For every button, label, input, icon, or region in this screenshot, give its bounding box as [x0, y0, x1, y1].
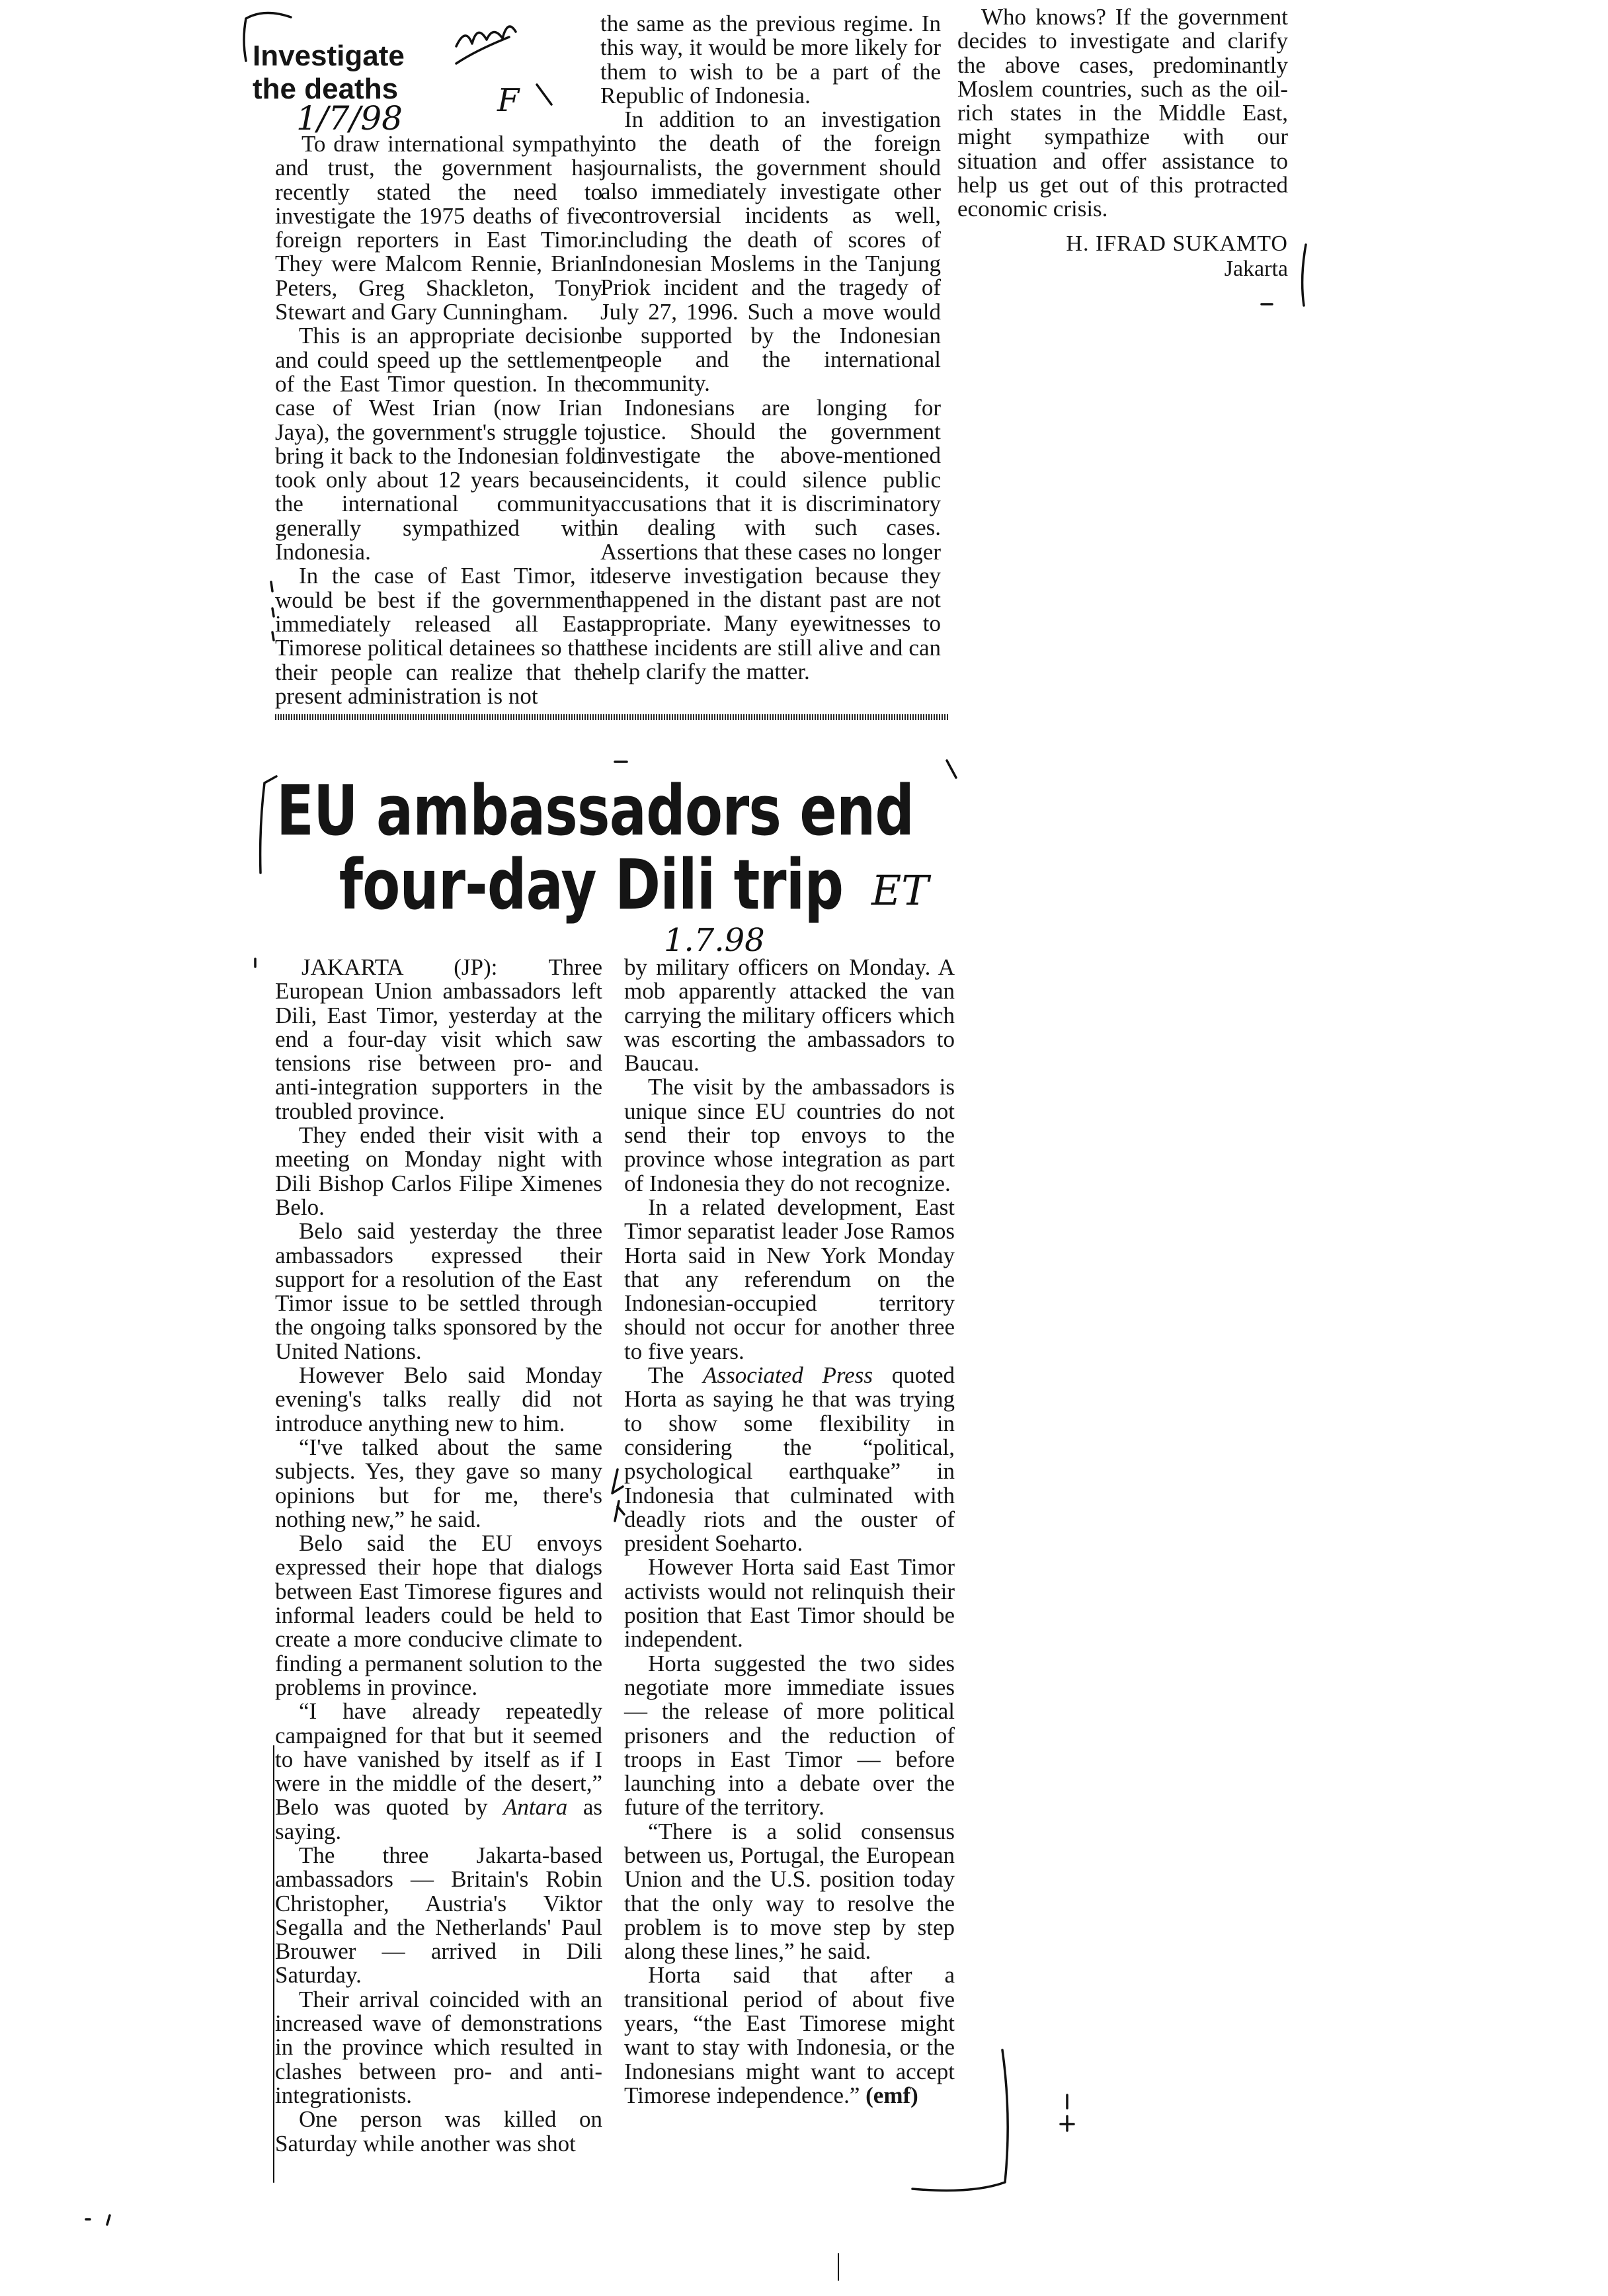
article-paragraph-8: The three Jakarta-based ambassadors — Britain's Robin Christopher, Austria's Viktor Segalla and the Netherlands' Paul Brouwer — arrived in Dili Saturday.	[275, 1842, 602, 1988]
article-paragraph-17: Horta said that after a transitional period of about five years, “the East Timorese might want to stay with Indonesia, or the Indonesians might want to accept Timorese independence.” (emf)	[624, 1962, 955, 2108]
title-bracket-mark	[244, 13, 291, 61]
article-paragraph-2: They ended their visit with a meeting on Monday night with Dili Bishop Carlos Filipe Ximenes Belo.	[275, 1122, 602, 1220]
signature-margin-mark	[1303, 245, 1306, 306]
headline-line-2: four-day Dili trip	[339, 844, 844, 925]
article-paragraph-9: Their arrival coincided with an increased wave of demonstrations in the province which resulted in clashes between pro- and anti-integrationists.	[275, 1986, 602, 2108]
article-initials-annotation: ET	[871, 866, 929, 915]
article-paragraph-14: However Horta said East Timor activists would not relinquish their position that East Timor should be independent.	[624, 1554, 955, 1653]
article-paragraph-12: In a related development, East Timor separatist leader Jose Ramos Horta said in New York Monday that any referendum on the Indonesian-occupied territory should not occur for another three to five years.	[624, 1194, 955, 1364]
headline-line-1: EU ambassadors end	[276, 770, 914, 851]
letter-initials-tick	[537, 85, 551, 104]
letter-paragraph-4: In addition to an investigation into the death of the foreign journalists, the government should also immediately investigate other controversial incidents as well, including the death of scores of Indonesian Moslems in the Tanjung Priok incident and the tragedy of July 27, 1996. Such a move would be supported by the Indonesian people and the international community.	[600, 106, 941, 397]
letter-author: H. IFRAD SUKAMTO	[1066, 231, 1288, 256]
letter-paragraph-3a: In the case of East Timor, it would be best if the government immediately released all East Timorese political detainees so that their people can realize that the present administration is not	[275, 563, 602, 709]
article-paragraph-13: The Associated Press quoted Horta as saying he that was trying to show some flexibility in considering the “political, psychological earthquake” in Indonesia that culminated with deadly riots and the ouster of president Soeharto.	[624, 1362, 955, 1557]
bottom-stray-marks	[86, 2215, 110, 2225]
article-paragraph-7: “I have already repeatedly campaigned for that but it seemed to have vanished by itself as if I were in the middle of the desert,” Belo was quoted by Antara as saying.	[275, 1698, 602, 1844]
article-paragraph-5: “I've talked about the same subjects. Yes, they gave so many opinions but for me, there's nothing new,” he said.	[275, 1434, 602, 1532]
letter-paragraph-1: To draw international sympathy and trust, the government has recently stated the need to investigate the 1975 deaths of five foreign reporters in East Timor. They were Malcom Rennie, Brian Peters, Greg Shackleton, Tony Stewart and Gary Cunningham.	[275, 131, 602, 325]
article-paragraph-11: The visit by the ambassadors is unique since EU countries do not send their top envoys to the province whose integration as part of Indonesia they do not recognize.	[624, 1074, 955, 1196]
article-end-bracket	[912, 2050, 1008, 2190]
article-paragraph-15: Horta suggested the two sides negotiate more immediate issues — the release of more political prisoners and the reduction of troops in East Timor — before launching into a debate over the future of the territory.	[624, 1650, 955, 1821]
letter-margin-ticks	[271, 582, 274, 640]
article-paragraph-1: JAKARTA (JP): Three European Union ambassadors left Dili, East Timor, yesterday at the end a four-day visit which saw tensions rise between pro- and anti-integration supporters in the troubled province.	[275, 954, 602, 1124]
article-paragraph-6: Belo said the EU envoys expressed their hope that dialogs between East Timorese figures and informal leaders could be held to create a more conducive climate to finding a permanent solution to the problems in province.	[275, 1530, 602, 1700]
gutter-arrow-mark	[612, 1469, 624, 1521]
letter-title-line1: Investigate	[253, 40, 405, 72]
article-paragraph-3: Belo said yesterday the three ambassadors expressed their support for a resolution of the East Timor issue to be settled through the ongoing talks sponsored by the United Nations.	[275, 1218, 602, 1364]
article-paragraph-16: “There is a solid consensus between us, Portugal, the European Union and the U.S. position today that the only way to resolve the problem is to move step by step along these lines,” he said.	[624, 1818, 955, 1965]
letter-date-annotation: 1/7/98	[296, 99, 403, 138]
article-paragraph-4: However Belo said Monday evening's talks really did not introduce anything new to him.	[275, 1362, 602, 1436]
letter-paragraph-6: Who knows? If the government decides to investigate and clarify the above cases, predominantly Moslem countries, such as the oil-rich states in the Middle East, might sympathize with our situation and offer assistance to help us get out of this protracted economic crisis.	[957, 4, 1288, 222]
letter-paragraph-2: This is an appropriate decision and could speed up the settlement of the East Timor question. In the case of West Irian (now Irian Jaya), the government's struggle to bring it back to the Indonesian fold took only about 12 years because the international community generally sympathized with Indonesia.	[275, 323, 602, 565]
article-date-annotation: 1.7.98	[664, 922, 765, 959]
right-margin-plus-mark	[1061, 2095, 1074, 2131]
headline-bracket-mark	[261, 776, 276, 873]
headline-right-tick	[947, 760, 956, 778]
letter-city: Jakarta	[1224, 257, 1288, 281]
article-paragraph-10b: by military officers on Monday. A mob apparently attacked the van carrying the military officers which was escorting the ambassadors to Baucau.	[624, 954, 955, 1077]
letter-initials-annotation: F	[497, 82, 520, 119]
letter-title-line2: the deaths	[253, 73, 399, 105]
letter-paragraph-5: Indonesians are longing for justice. Should the government investigate the above-mentioned incidents, it could silence public accusations that it is discriminatory in dealing with such cases. Assertions that these cases no longer deserve investigation because they happened in the distant past are not appropriate. Many eyewitnesses to these incidents are still alive and can help clarify the matter.	[600, 394, 941, 685]
letter-paragraph-3b: the same as the previous regime. In this way, it would be more likely for them to wish to be a part of the Republic of Indonesia.	[600, 11, 941, 108]
title-scribble-mark	[456, 26, 516, 63]
article-paragraph-10a: One person was killed on Saturday while another was shot	[275, 2106, 602, 2156]
